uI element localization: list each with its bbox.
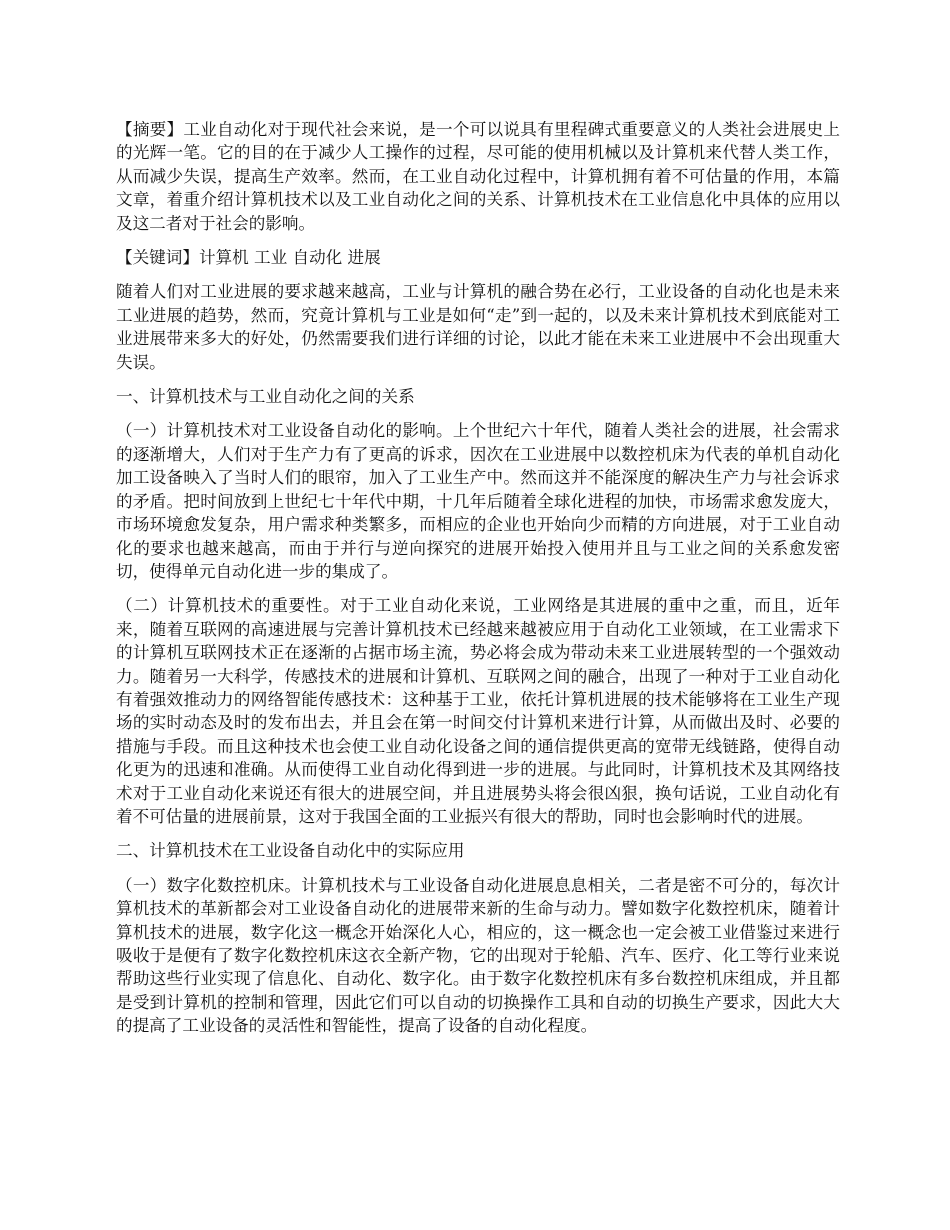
section-heading-1: 一、计算机技术与工业自动化之间的关系 — [116, 387, 415, 407]
section-heading-2: 二、计算机技术在工业设备自动化中的实际应用 — [116, 841, 465, 861]
keywords-paragraph: 【关键词】计算机 工业 自动化 进展 — [116, 248, 381, 268]
document-body — [116, 118, 840, 1049]
section-1-paragraph-2: （二）计算机技术的重要性。对于工业自动化来说，工业网络是其进展的重中之重，而且，近年来，随着互联网的高速进展与完善计算机技术已经越来越被应用于自动化工业领域，在工业需求下的计算机互联网技术正在逐渐的占据市场主流，势必将会成为带动未来工业进展转型的一个强效动力。随着另一大科学，传感技术的进展和计算机、互联网之间的融合，出现了一种对于工业自动化有着强效推动力的网络智能传感技术：这种基于工业，依托计算机进展的技术能够将在工业生产现场的实时动态及时的发布出去，并且会在第一时间交付计算机来进行计算，从而做出及时、必要的措施与手段。而且这种技术也会使工业自动化设备之间的通信提供更高的宽带无线链路，使得自动化更为的迅速和准确。从而使得工业自动化得到进一步的进展。与此同时，计算机技术及其网络技术对于工业自动化来说还有很大的进展空间，并且进展势头将会很凶狠，换句话说，工业自动化有着不可估量的进展前景，这对于我国全面的工业振兴有很大的帮助，同时也会影响时代的进展。 — [116, 596, 840, 826]
section-2-paragraph-1: （一）数字化数控机床。计算机技术与工业设备自动化进展息息相关，二者是密不可分的，每次计算机技术的革新都会对工业设备自动化的进展带来新的生命与动力。譬如数字化数控机床，随着计算机技术的进展，数字化这一概念开始深化人心，相应的，这一概念也一定会被工业借鉴过来进行吸收于是便有了数字化数控机床这衣全新产物，它的出现对于轮船、汽车、医疗、化工等行业来说帮助这些行业实现了信息化、自动化、数字化。由于数字化数控机床有多台数控机床组成，并且都是受到计算机的控制和管理，因此它们可以自动的切换操作工具和自动的切换生产要求，因此大大的提高了工业设备的灵活性和智能性，提高了设备的自动化程度。 — [116, 875, 840, 1036]
section-1-paragraph-1: （一）计算机技术对工业设备自动化的影响。上个世纪六十年代，随着人类社会的进展，社会需求的逐渐增大，人们对于生产力有了更高的诉求，因次在工业进展中以数控机床为代表的单机自动化加工设备映入了当时人们的眼帘，加入了工业生产中。然而这并不能深度的解决生产力与社会诉求的矛盾。把时间放到上世纪七十年代中期，十几年后随着全球化进程的加快，市场需求愈发庞大，市场环境愈发复杂，用户需求种类繁多，而相应的企业也开始向少而精的方向进展，对于工业自动化的要求也越来越高，而由于并行与逆向探究的进展开始投入使用并且与工业之间的关系愈发密切，使得单元自动化进一步的集成了。 — [116, 421, 840, 581]
intro-paragraph: 随着人们对工业进展的要求越来越高，工业与计算机的融合势在必行，工业设备的自动化也是未来工业进展的趋势，然而，究竟计算机与工业是如何“走”到一起的，以及未来计算机技术到底能对工业进展带来多大的好处，仍然需要我们进行详细的讨论，以此才能在未来工业进展中不会出现重大失误。 — [116, 282, 840, 372]
abstract-paragraph: 【摘要】工业自动化对于现代社会来说，是一个可以说具有里程碑式重要意义的人类社会进展史上的光辉一笔。它的目的在于减少人工操作的过程，尽可能的使用机械以及计算机来代替人类工作，从而减少失误，提高生产效率。然而，在工业自动化过程中，计算机拥有着不可估量的作用，本篇文章，着重介绍计算机技术以及工业自动化之间的关系、计算机技术在工业信息化中具体的应用以及这二者对于社会的影响。 — [116, 120, 840, 233]
